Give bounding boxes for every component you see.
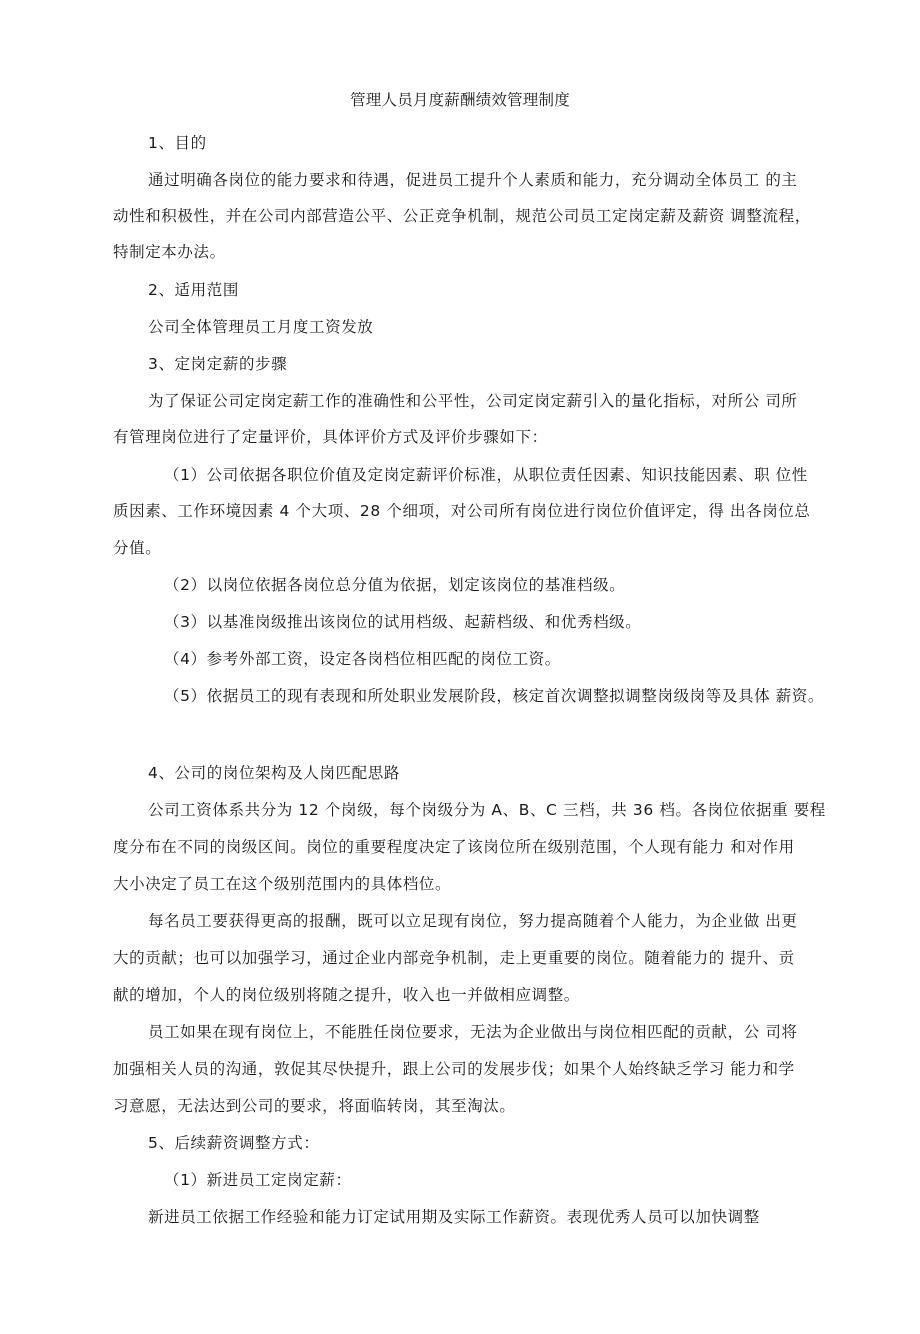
paragraph-line: （2）以岗位依据各岗位总分值为依据，划定该岗位的基准档级。 bbox=[164, 576, 626, 594]
paragraph-line: 1、目的 bbox=[148, 134, 207, 152]
paragraph-line: 习意愿，无法达到公司的要求，将面临转岗，其至淘汰。 bbox=[113, 1097, 516, 1115]
paragraph-line: 质因素、工作环境因素 4 个大项、28 个细项，对公司所有岗位进行岗位价值评定，得 出各岗位总 bbox=[113, 502, 811, 520]
paragraph-line: 4、公司的岗位架构及人岗匹配思路 bbox=[148, 764, 400, 782]
paragraph-line: 分值。 bbox=[113, 539, 162, 557]
paragraph-line: 每名员工要获得更高的报酬，既可以立足现有岗位，努力提高随着个人能力，为企业做 出更 bbox=[148, 912, 798, 930]
paragraph-line: 通过明确各岗位的能力要求和待遇，促进员工提升个人素质和能力，充分调动全体员工 的主 bbox=[148, 171, 798, 189]
paragraph-line: （3）以基准岗级推出该岗位的试用档级、起薪档级、和优秀档级。 bbox=[164, 613, 642, 631]
paragraph-line: 加强相关人员的沟通，敦促其尽快提升，跟上公司的发展步伐；如果个人始终缺乏学习 能力和学 bbox=[113, 1060, 795, 1078]
paragraph-line: （1）公司依据各职位价值及定岗定薪评价标准，从职位责任因素、知识技能因素、职 位性 bbox=[164, 466, 808, 484]
paragraph-line: 献的增加，个人的岗位级别将随之提升，收入也一并做相应调整。 bbox=[113, 986, 580, 1004]
paragraph-line: （5）依据员工的现有表现和所处职业发展阶段，核定首次调整拟调整岗级岗等及具体 薪资。 bbox=[164, 687, 824, 705]
paragraph-line: 3、定岗定薪的步骤 bbox=[148, 355, 288, 373]
paragraph-line: 特制定本办法。 bbox=[113, 243, 226, 261]
paragraph-line: （1）新进员工定岗定薪： bbox=[164, 1171, 352, 1189]
document-title: 管理人员月度薪酬绩效管理制度 bbox=[350, 91, 570, 109]
paragraph-line: 大的贡献；也可以加强学习，通过企业内部竞争机制，走上更重要的岗位。随着能力的 提升、贡 bbox=[113, 949, 795, 967]
paragraph-line: 新进员工依据工作经验和能力订定试用期及实际工作薪资。表现优秀人员可以加快调整 bbox=[148, 1208, 760, 1226]
paragraph-line: 度分布在不同的岗级区间。岗位的重要程度决定了该岗位所在级别范围，个人现有能力 和对作用 bbox=[113, 838, 795, 856]
paragraph-line: 公司全体管理员工月度工资发放 bbox=[148, 318, 374, 336]
paragraph-line: 动性和积极性，并在公司内部营造公平、公正竞争机制，规范公司员工定岗定薪及薪资 调整流程， bbox=[113, 207, 811, 225]
paragraph-line: （4）参考外部工资，设定各岗档位相匹配的岗位工资。 bbox=[164, 650, 561, 668]
paragraph-line: 大小决定了员工在这个级别范围内的具体档位。 bbox=[113, 875, 452, 893]
paragraph-line: 为了保证公司定岗定薪工作的准确性和公平性，公司定岗定薪引入的量化指标，对所公 司所 bbox=[148, 392, 798, 410]
paragraph-line: 员工如果在现有岗位上，不能胜任岗位要求，无法为企业做出与岗位相匹配的贡献，公 司将 bbox=[148, 1023, 798, 1041]
paragraph-line: 公司工资体系共分为 12 个岗级，每个岗级分为 A、B、C 三档，共 36 档。各岗位依据重 要程 bbox=[148, 801, 826, 819]
paragraph-line: 5、后续薪资调整方式： bbox=[148, 1134, 320, 1152]
paragraph-line: 有管理岗位进行了定量评价，具体评价方式及评价步骤如下： bbox=[113, 428, 548, 446]
paragraph-line: 2、适用范围 bbox=[148, 281, 239, 299]
